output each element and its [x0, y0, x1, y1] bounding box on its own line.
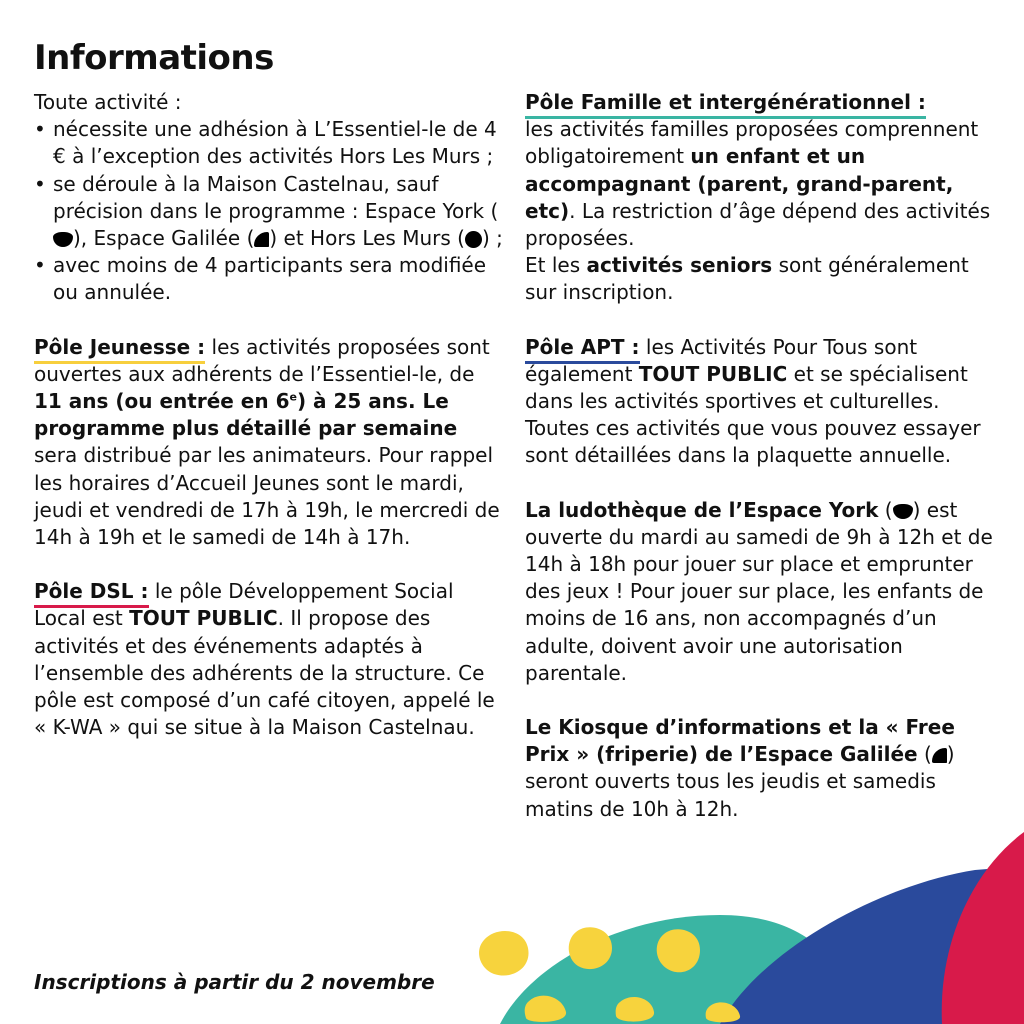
- section-text: et se spécialisent dans les activités sportives et culturelles. Toutes ces activités que vous pouvez essayer sont détaillées dans la plaquette annuelle.: [525, 361, 981, 468]
- section-text: seront ouverts tous les jeudis et samedis matins de 10h à 12h.: [525, 769, 936, 821]
- pole-famille-section: [525, 89, 1000, 307]
- section-text: les activités proposées sont ouvertes aux adhérents de l’Essentiel-le, de: [34, 334, 490, 386]
- section-bold-text: activités seniors: [586, 253, 773, 278]
- section-text: Et les: [525, 253, 587, 278]
- espace-york-icon: [893, 504, 913, 519]
- section-text: ): [946, 742, 955, 767]
- page-title: Informations: [34, 38, 274, 78]
- list-item: [34, 116, 504, 170]
- list-item-text: ) ;: [481, 226, 503, 251]
- section-bold-text: ) à 25 ans. Le programme plus détaillé par semaine: [34, 389, 458, 441]
- section-bold-text: TOUT PUBLIC: [638, 361, 788, 386]
- pole-dsl-title: Pôle DSL :: [34, 579, 149, 608]
- list-item: [34, 171, 504, 253]
- list-item-text: avec moins de 4 participants sera modifiée ou annulée.: [53, 253, 487, 305]
- section-text: sont généralement sur inscription.: [525, 253, 969, 305]
- yellow-dot: [616, 997, 654, 1022]
- conditions-list: [34, 116, 504, 306]
- pole-apt-title: Pôle APT :: [525, 335, 640, 364]
- red-blob: [942, 832, 1024, 1024]
- right-column: [525, 89, 1000, 823]
- espace-galilee-icon: [932, 748, 947, 763]
- pole-apt-section: [525, 334, 1000, 470]
- section-text: le pôle Développement Social Local est: [34, 579, 454, 631]
- section-bold-text: 11 ans (ou entrée en 6: [34, 389, 290, 414]
- yellow-dot: [569, 927, 612, 969]
- section-text: est ouverte du mardi au samedi de 9h à 12h et de 14h à 18h pour jouer sur place et emprunter des jeux ! Pour jouer sur place, les enfants de moins de 16 ans, non accompagnés d’un adulte, doivent avoir une autorisation parentale.: [525, 497, 993, 685]
- hors-les-murs-icon: [465, 231, 482, 248]
- registration-footer: Inscriptions à partir du 2 novembre: [34, 970, 435, 994]
- section-bold-text: un enfant et un accompagnant (parent, grand-parent, etc): [525, 144, 954, 223]
- kiosque-title: Le Kiosque d’informations et la « Free Prix » (friperie) de l’Espace Galilée: [525, 715, 955, 767]
- pole-jeunesse-section: [34, 334, 504, 552]
- ludotheque-section: [525, 497, 1000, 687]
- teal-blob: [500, 915, 870, 1024]
- pole-dsl-section: [34, 578, 504, 741]
- list-item-text: se déroule à la Maison Castelnau, sauf précision dans le programme : Espace York (: [53, 171, 499, 223]
- ludotheque-title: La ludothèque de l’Espace York: [525, 497, 879, 522]
- section-text: les activités familles proposées comprennent obligatoirement: [525, 117, 979, 169]
- section-text: (: [878, 497, 893, 522]
- section-text: . La restriction d’âge dépend des activités proposées.: [525, 198, 991, 251]
- kiosque-section: [525, 714, 1000, 823]
- espace-galilee-icon: [254, 232, 269, 247]
- pole-famille-title: Pôle Famille et intergénérationnel :: [525, 90, 926, 119]
- pole-jeunesse-title: Pôle Jeunesse :: [34, 335, 205, 364]
- list-item-text: ) et Hors Les Murs (: [269, 226, 465, 251]
- yellow-dot: [525, 996, 566, 1022]
- section-text: ): [912, 497, 921, 522]
- yellow-dot: [657, 929, 700, 972]
- list-item: [34, 252, 504, 306]
- intro-text: Toute activité :: [34, 90, 182, 114]
- yellow-dot: [479, 931, 528, 976]
- section-text: (: [917, 742, 932, 767]
- list-item-text: ), Espace Galilée (: [73, 226, 255, 251]
- left-column: [34, 89, 504, 741]
- section-text: les Activités Pour Tous sont également: [525, 334, 918, 386]
- section-text: sera distribué par les animateurs. Pour rappel les horaires d’Accueil Jeunes sont le mardi, jeudi et vendredi de 17h à 19h, le mercredi de 14h à 19h et le samedi de 14h à 17h.: [34, 443, 500, 550]
- yellow-dot: [706, 1002, 740, 1022]
- superscript: e: [289, 390, 297, 404]
- list-item-text: nécessite une adhésion à L’Essentiel-le de 4 € à l’exception des activités Hors Les Murs ;: [53, 117, 497, 169]
- blue-blob: [720, 866, 1024, 1024]
- section-text: . Il propose des activités et des événements adaptés à l’ensemble des adhérents de la structure. Ce pôle est composé d’un café citoyen, appelé le « K-WA » qui se situe à la Maison Castelnau.: [34, 606, 495, 740]
- espace-york-icon: [53, 232, 73, 247]
- section-bold-text: TOUT PUBLIC: [129, 606, 278, 631]
